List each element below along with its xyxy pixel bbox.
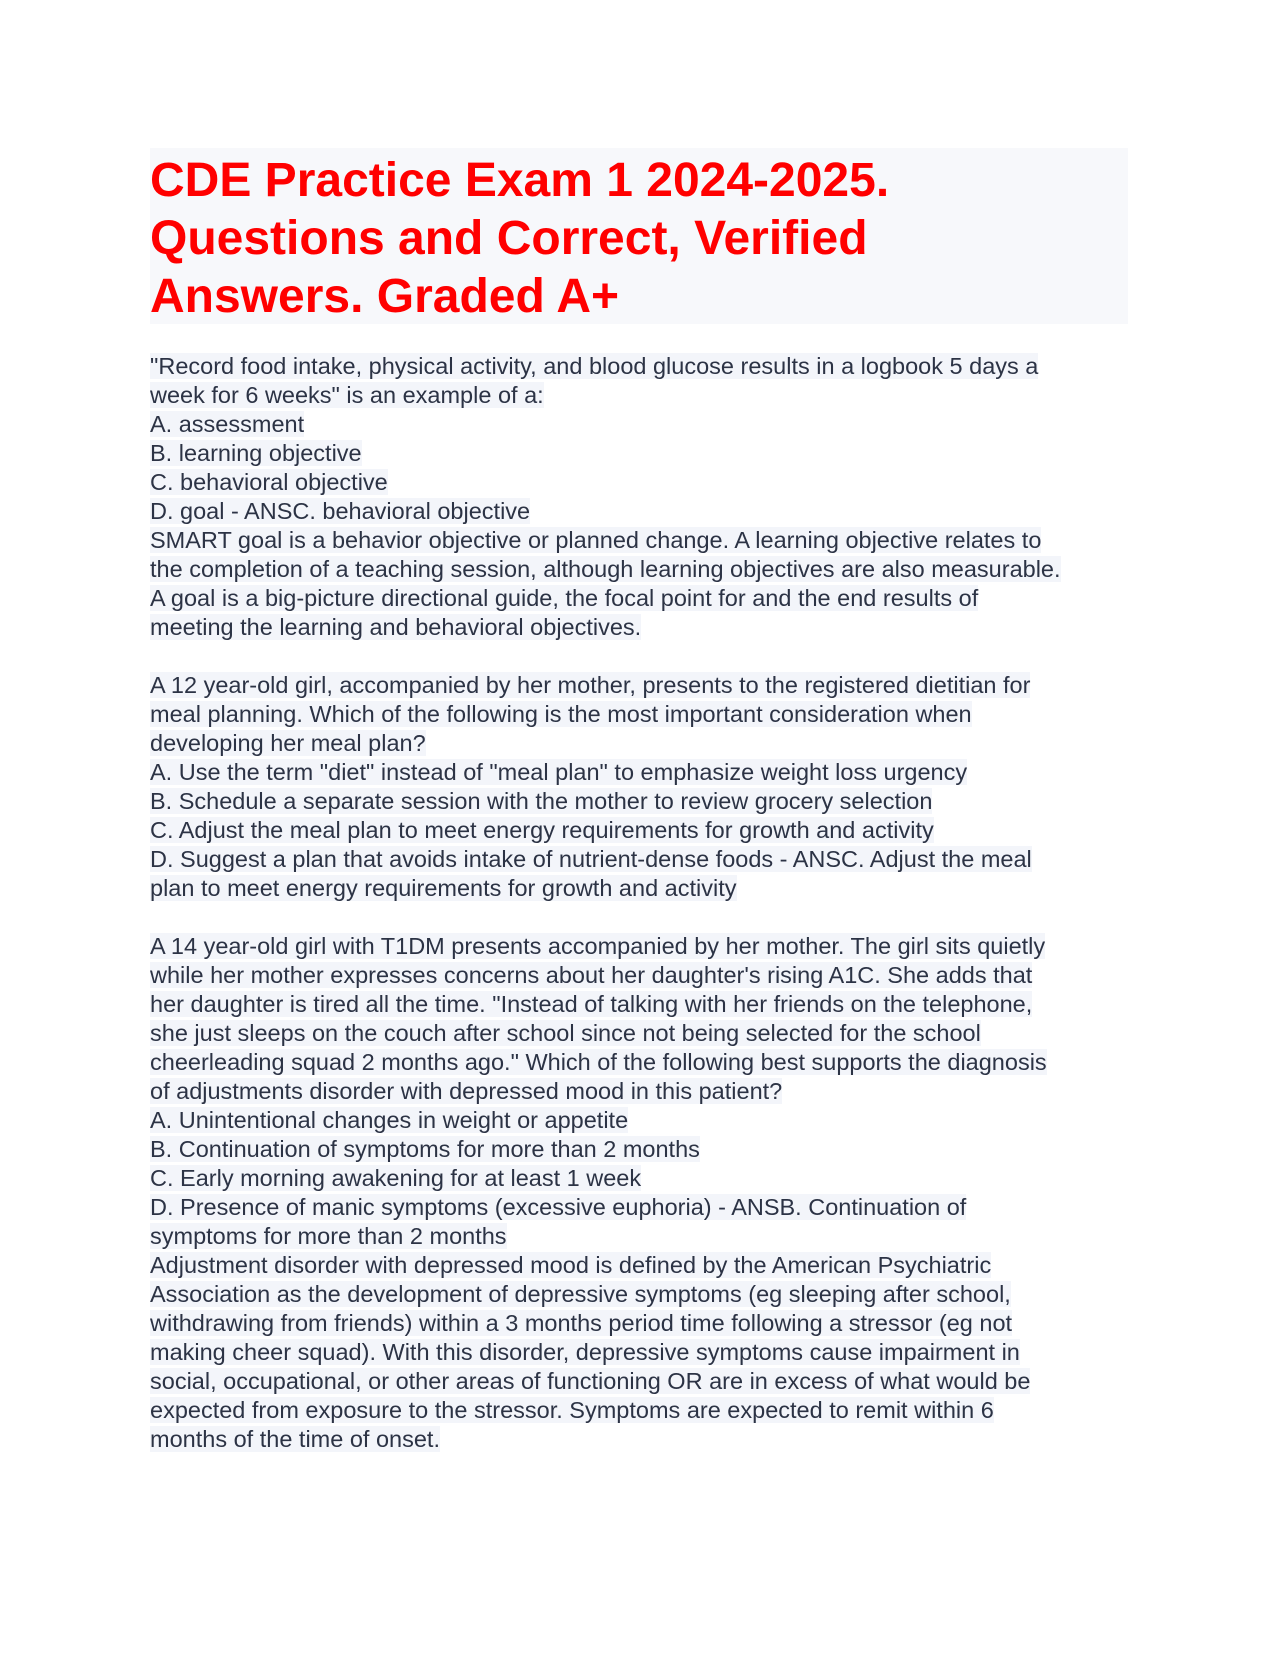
answer-option: B. learning objective xyxy=(150,440,362,466)
answer-option: C. behavioral objective xyxy=(150,469,388,495)
title-line: Answers. Graded A+ xyxy=(150,270,620,323)
answer-option: D. Presence of manic symptoms (excessive euphoria) - ANSB. Continuation of xyxy=(150,1194,967,1220)
answer-option: A. Use the term "diet" instead of "meal plan" to emphasize weight loss urgency xyxy=(150,759,968,785)
paragraph-spacer xyxy=(150,903,1130,932)
explanation-line: expected from exposure to the stressor. Symptoms are expected to remit within 6 xyxy=(150,1397,994,1423)
text-line: cheerleading squad 2 months ago." Which of the following best supports the diagnosis xyxy=(150,1049,1047,1075)
explanation-line: withdrawing from friends) within a 3 months period time following a stressor (eg not xyxy=(150,1310,1013,1336)
answer-option: A. assessment xyxy=(150,411,305,437)
document-title xyxy=(150,148,1128,324)
text-line: meal planning. Which of the following is the most important consideration when xyxy=(150,701,972,727)
text-line: "Record food intake, physical activity, and blood glucose results in a logbook 5 days a xyxy=(150,353,1039,379)
text-line: her daughter is tired all the time. "Instead of talking with her friends on the telephone, xyxy=(150,991,1033,1017)
explanation-line: the completion of a teaching session, although learning objectives are also measurable. xyxy=(150,556,1061,582)
text-line: A 12 year-old girl, accompanied by her mother, presents to the registered dietitian for xyxy=(150,672,1031,698)
answer-option: D. goal - ANSC. behavioral objective xyxy=(150,498,531,524)
answer-option: C. Early morning awakening for at least 1 week xyxy=(150,1165,642,1191)
answer-option: B. Schedule a separate session with the mother to review grocery selection xyxy=(150,788,933,814)
answer-option: plan to meet energy requirements for growth and activity xyxy=(150,875,737,901)
text-line: she just sleeps on the couch after school since not being selected for the school xyxy=(150,1020,981,1046)
text-line: while her mother expresses concerns about her daughter's rising A1C. She adds that xyxy=(150,962,1033,988)
text-line: A 14 year-old girl with T1DM presents accompanied by her mother. The girl sits quietly xyxy=(150,933,1046,959)
explanation-line: months of the time of onset. xyxy=(150,1426,440,1452)
explanation-line: SMART goal is a behavior objective or planned change. A learning objective relates to xyxy=(150,527,1042,553)
document-body xyxy=(150,352,1130,1454)
title-line: CDE Practice Exam 1 2024-2025. xyxy=(150,154,890,207)
title-line: Questions and Correct, Verified xyxy=(150,212,868,265)
explanation-line: meeting the learning and behavioral objectives. xyxy=(150,614,642,640)
explanation-line: Association as the development of depressive symptoms (eg sleeping after school, xyxy=(150,1281,1011,1307)
answer-option: D. Suggest a plan that avoids intake of nutrient-dense foods - ANSC. Adjust the meal xyxy=(150,846,1032,872)
explanation-line: Adjustment disorder with depressed mood is defined by the American Psychiatric xyxy=(150,1252,992,1278)
answer-option: B. Continuation of symptoms for more than 2 months xyxy=(150,1136,700,1162)
text-line: developing her meal plan? xyxy=(150,730,426,756)
explanation-line: social, occupational, or other areas of functioning OR are in excess of what would be xyxy=(150,1368,1031,1394)
answer-option: A. Unintentional changes in weight or appetite xyxy=(150,1107,629,1133)
question-block-3 xyxy=(150,932,1130,1454)
answer-option: symptoms for more than 2 months xyxy=(150,1223,507,1249)
question-block-1 xyxy=(150,352,1130,642)
paragraph-spacer xyxy=(150,642,1130,671)
question-block-2 xyxy=(150,671,1130,903)
explanation-line: A goal is a big-picture directional guide, the focal point for and the end results of xyxy=(150,585,979,611)
explanation-line: making cheer squad). With this disorder, depressive symptoms cause impairment in xyxy=(150,1339,1020,1365)
answer-option: C. Adjust the meal plan to meet energy requirements for growth and activity xyxy=(150,817,934,843)
text-line: of adjustments disorder with depressed mood in this patient? xyxy=(150,1078,783,1104)
text-line: week for 6 weeks" is an example of a: xyxy=(150,382,544,408)
